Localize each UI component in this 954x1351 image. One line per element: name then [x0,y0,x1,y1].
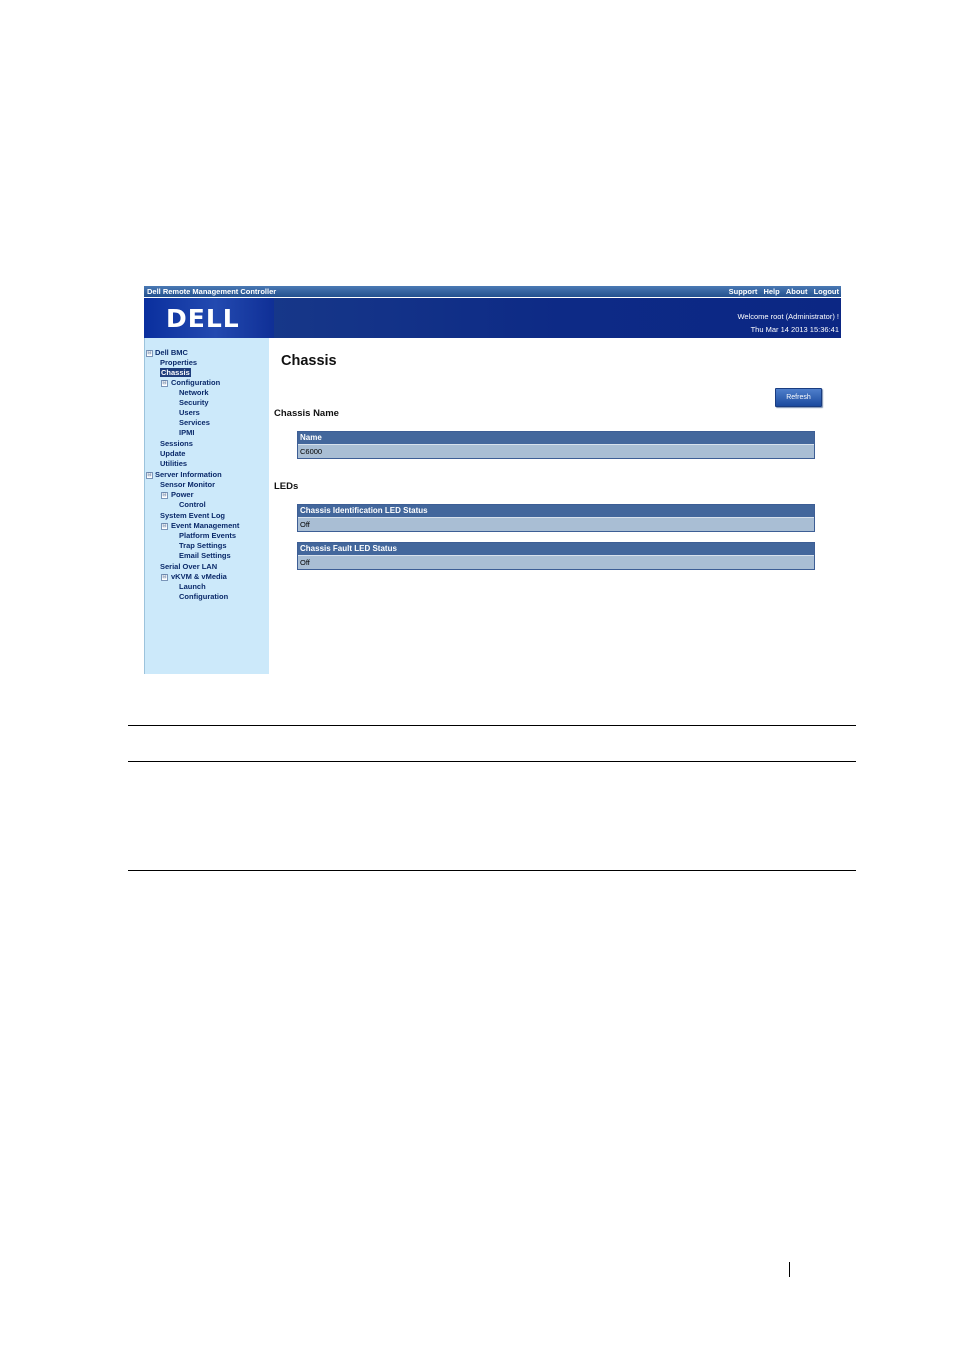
page-marker [789,1262,790,1277]
sidebar-item-power[interactable]: Power [171,490,194,499]
sidebar-item-sensor-monitor[interactable]: Sensor Monitor [160,480,216,489]
table-cell: C6000 [298,444,814,458]
sidebar [144,338,269,674]
sidebar-item-configuration[interactable]: Configuration [171,378,221,387]
help-link[interactable]: Help [763,287,780,296]
sidebar-item-platform-events[interactable]: Platform Events [179,531,237,540]
sidebar-item-trap-settings[interactable]: Trap Settings [179,541,227,550]
collapse-icon[interactable]: ⊟ [162,523,167,529]
dell-logo: DELL [166,304,240,333]
sidebar-item-services[interactable]: Services [179,418,210,427]
collapse-icon[interactable]: ⊟ [147,472,152,478]
collapse-icon[interactable]: ⊟ [162,492,167,498]
sidebar-item-serial-over-lan[interactable]: Serial Over LAN [160,562,218,571]
collapse-icon[interactable]: ⊟ [162,380,167,386]
bmc-window [144,286,841,674]
collapse-icon[interactable]: ⊟ [147,350,152,356]
sidebar-item-launch[interactable]: Launch [179,582,206,591]
sidebar-item-control[interactable]: Control [179,500,206,509]
logout-link[interactable]: Logout [813,287,839,296]
id-led-table [297,504,815,532]
sidebar-item-vkvm-vmedia[interactable]: vKVM & vMedia [171,572,227,581]
leds-heading: LEDs [274,481,299,492]
divider [128,725,856,726]
chassis-name-table [297,431,815,459]
table-header: Chassis Identification LED Status [298,505,814,517]
about-link[interactable]: About [785,287,808,296]
sidebar-item-users[interactable]: Users [179,408,200,417]
sidebar-item-system-event-log[interactable]: System Event Log [160,511,226,520]
welcome-text: Welcome root (Administrator) ! [737,312,839,321]
sidebar-item-chassis[interactable]: Chassis [161,368,190,377]
main-content [268,338,841,674]
sidebar-item-utilities[interactable]: Utilities [160,459,188,468]
header-banner [144,298,841,338]
sidebar-item-vkvm-configuration[interactable]: Configuration [179,592,229,601]
sidebar-item-server-information[interactable]: Server Information [155,470,222,479]
chassis-name-heading: Chassis Name [274,408,339,419]
sidebar-item-properties[interactable]: Properties [160,358,198,367]
table-header: Chassis Fault LED Status [298,543,814,555]
support-link[interactable]: Support [728,287,758,296]
fault-led-table [297,542,815,570]
collapse-icon[interactable]: ⊟ [162,574,167,580]
page-title: Chassis [281,353,337,369]
sidebar-item-event-management[interactable]: Event Management [171,521,240,530]
divider [128,870,856,871]
top-links [725,286,839,297]
sidebar-item-email-settings[interactable]: Email Settings [179,551,231,560]
refresh-button[interactable]: Refresh [775,388,822,407]
sidebar-item-ipmi[interactable]: IPMI [179,428,195,437]
welcome-block [737,310,839,336]
table-cell: Off [298,555,814,569]
divider [128,761,856,762]
datetime-text: Thu Mar 14 2013 15:36:41 [750,325,839,334]
table-cell: Off [298,517,814,531]
top-bar [144,286,841,297]
sidebar-item-security[interactable]: Security [179,398,209,407]
sidebar-item-network[interactable]: Network [179,388,209,397]
sidebar-item-update[interactable]: Update [160,449,186,458]
sidebar-item-sessions[interactable]: Sessions [160,439,193,448]
app-title: Dell Remote Management Controller [147,287,277,296]
sidebar-item-dell-bmc[interactable]: Dell BMC [155,348,188,357]
table-header: Name [298,432,814,444]
